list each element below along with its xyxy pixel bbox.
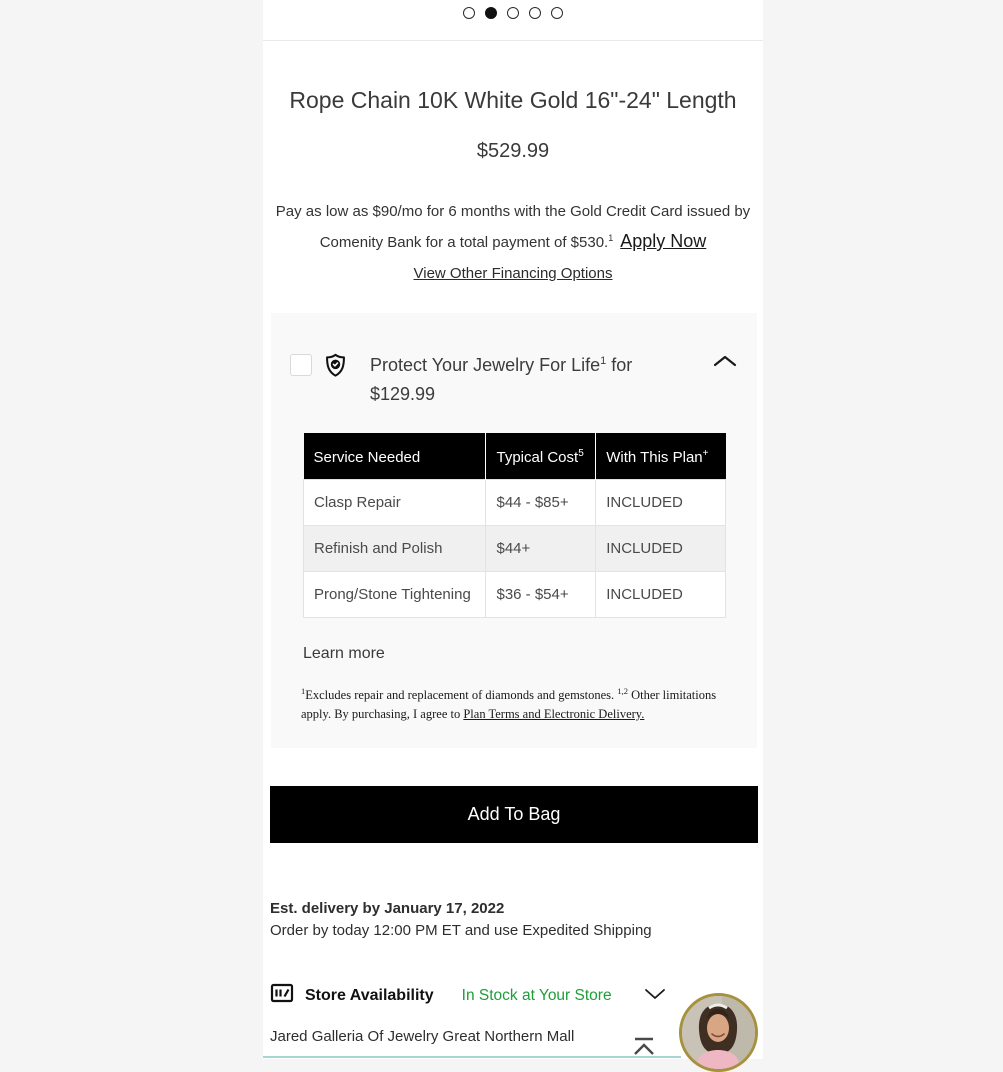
protection-plan-title-footnote: 1: [600, 355, 607, 367]
learn-more-link[interactable]: Learn more: [303, 645, 385, 662]
carousel-dot[interactable]: [529, 7, 541, 19]
table-header-row: [304, 433, 726, 480]
scroll-to-top-icon[interactable]: [631, 1036, 657, 1058]
order-by-text: Order by today 12:00 PM ET and use Expedited Shipping: [270, 922, 652, 940]
disclaimer-footnote-2: 1,2: [617, 686, 628, 696]
protection-plan-checkbox[interactable]: [290, 354, 312, 376]
cell-plan: INCLUDED: [596, 480, 726, 526]
financing-text: Pay as low as $90/mo for 6 months with the Gold Credit Card issued by Comenity Bank for a total payment of $530.: [275, 203, 751, 251]
plan-benefits-table: [303, 433, 726, 618]
carousel-dots: [263, 7, 763, 19]
add-to-bag-button[interactable]: Add To Bag: [270, 786, 758, 843]
chat-agent-avatar[interactable]: [679, 993, 758, 1072]
plan-disclaimer: [301, 682, 719, 724]
header-service-needed: Service Needed: [304, 433, 486, 480]
table-row: [304, 572, 726, 618]
protection-plan-title: [370, 347, 665, 409]
cell-cost: $44 - $85+: [486, 480, 596, 526]
product-title: Rope Chain 10K White Gold 16"-24" Length: [289, 87, 737, 113]
protection-plan-header: [290, 347, 739, 409]
financing-offer: [271, 199, 755, 256]
cell-plan: INCLUDED: [596, 526, 726, 572]
product-content-column: [263, 0, 763, 1059]
carousel-dot[interactable]: [463, 7, 475, 19]
header-with-this-plan: With This Plan+: [596, 433, 726, 480]
carousel-dot[interactable]: [507, 7, 519, 19]
view-other-financing-link[interactable]: View Other Financing Options: [413, 265, 613, 282]
protection-plan-title-suffix: for: [606, 355, 633, 375]
cell-cost: $36 - $54+: [486, 572, 596, 618]
stock-status-link[interactable]: In Stock at Your Store: [461, 986, 612, 1004]
disclaimer-text-2: Other limitations apply. By purchasing, I agree to: [301, 688, 717, 722]
store-availability-label: Store Availability: [305, 986, 434, 1004]
shield-check-icon: [322, 352, 349, 384]
apply-now-link[interactable]: Apply Now: [620, 231, 707, 251]
carousel-dot[interactable]: [551, 7, 563, 19]
protection-plan-title-text: Protect Your Jewelry For Life: [370, 355, 601, 375]
protection-plan-price: $129.99: [370, 384, 436, 404]
financing-footnote: 1: [608, 233, 614, 243]
cell-service: Clasp Repair: [304, 480, 486, 526]
disclaimer-text-1: Excludes repair and replacement of diamonds and gemstones.: [305, 688, 618, 703]
collapse-chevron-up-icon[interactable]: [711, 352, 739, 373]
financing-options-row: [263, 265, 763, 283]
store-name: Jared Galleria Of Jewelry Great Northern Mall: [270, 1028, 575, 1046]
image-carousel-pagination: [263, 0, 763, 41]
section-divider-teal: [263, 1056, 681, 1058]
storefront-icon: [270, 982, 294, 1009]
delivery-info: [270, 898, 763, 942]
header-typical-cost: Typical Cost$^5$: [486, 433, 596, 480]
table-row: [304, 526, 726, 572]
disclaimer-footnote-1: 1: [301, 686, 306, 696]
table-row: [304, 480, 726, 526]
cell-service: Refinish and Polish: [304, 526, 486, 572]
store-chevron-down-icon[interactable]: [642, 986, 668, 1005]
protection-plan-panel: [271, 313, 757, 748]
delivery-estimate: Est. delivery by January 17, 2022: [270, 900, 505, 918]
cell-plan: INCLUDED: [596, 572, 726, 618]
product-price: $529.99: [476, 140, 550, 162]
carousel-dot-active[interactable]: [485, 7, 497, 19]
cell-service: Prong/Stone Tightening: [304, 572, 486, 618]
cell-cost: $44+: [486, 526, 596, 572]
plan-terms-link[interactable]: Plan Terms and Electronic Delivery.: [463, 707, 645, 722]
